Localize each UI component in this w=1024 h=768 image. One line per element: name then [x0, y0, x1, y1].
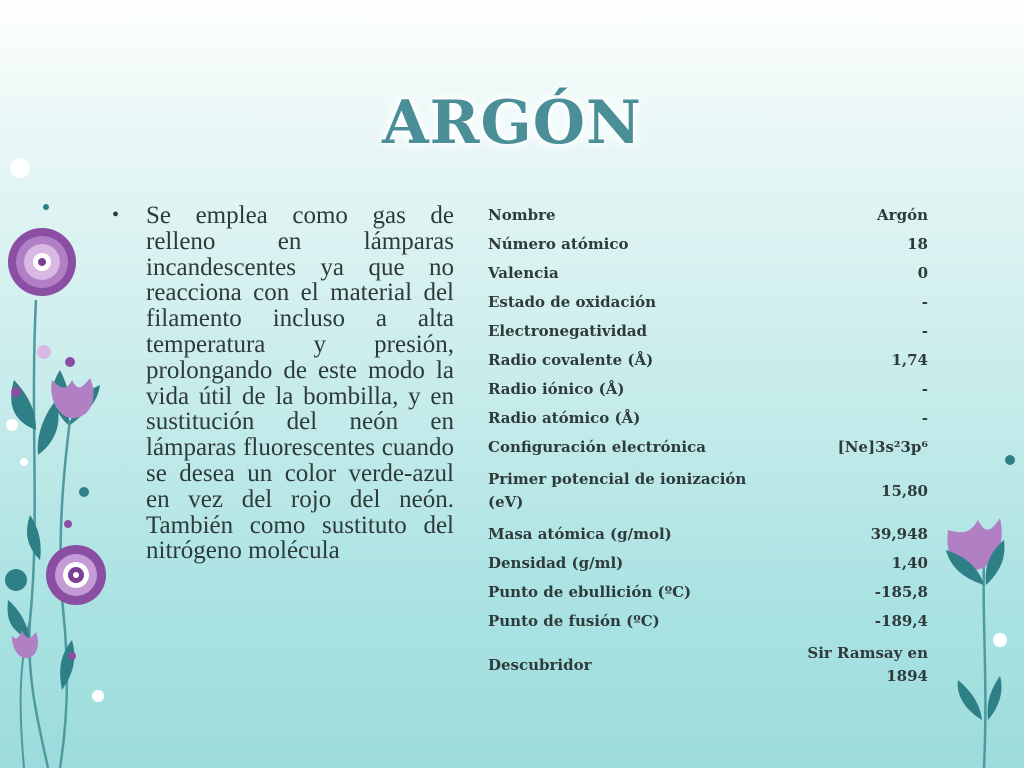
table-row — [482, 433, 934, 462]
property-value: - — [921, 322, 928, 340]
property-value: [Ne]3s²3p⁶ — [837, 438, 928, 456]
property-label: Masa atómica (g/mol) — [488, 525, 672, 543]
property-value: - — [921, 409, 928, 427]
bullet-point: • — [112, 204, 120, 226]
properties-table — [482, 201, 934, 694]
property-label: Electronegatividad — [488, 322, 648, 340]
property-value: - — [921, 293, 928, 311]
property-label: Radio atómico (Å) — [488, 409, 641, 427]
table-row — [482, 607, 934, 636]
property-value: -185,8 — [874, 583, 928, 601]
table-row — [482, 375, 934, 404]
slide-title: ARGÓN — [382, 88, 642, 158]
property-value: Argón — [877, 206, 928, 224]
property-value: -189,4 — [874, 612, 928, 630]
property-label: Radio covalente (Å) — [488, 351, 654, 369]
property-label: Configuración electrónica — [488, 438, 706, 456]
property-label: Radio iónico (Å) — [488, 380, 625, 398]
property-label: Valencia — [488, 264, 559, 282]
property-label: Descubridor — [488, 655, 592, 674]
table-row — [482, 636, 934, 694]
property-value: - — [921, 380, 928, 398]
table-row — [482, 259, 934, 288]
property-label: Número atómico — [488, 235, 629, 253]
property-label: Nombre — [488, 206, 556, 224]
property-value: Sir Ramsay en 1894 — [807, 644, 928, 685]
table-row — [482, 317, 934, 346]
table-row — [482, 462, 934, 520]
property-value: 1,74 — [891, 351, 928, 369]
table-row — [482, 549, 934, 578]
property-label: Estado de oxidación — [488, 293, 657, 311]
table-row — [482, 520, 934, 549]
property-label: Punto de fusión (ºC) — [488, 612, 660, 630]
table-row — [482, 346, 934, 375]
table-row — [482, 230, 934, 259]
property-label: Primer potencial de ionización (eV) — [488, 470, 747, 511]
property-value: 0 — [917, 264, 928, 282]
property-label: Densidad (g/ml) — [488, 554, 624, 572]
bullet-paragraph — [112, 203, 454, 564]
table-row — [482, 288, 934, 317]
table-row — [482, 404, 934, 433]
property-label: Punto de ebullición (ºC) — [488, 583, 692, 601]
table-row — [482, 201, 934, 230]
property-value: 18 — [907, 235, 928, 253]
table-row — [482, 578, 934, 607]
bullet-text: Se emplea como gas de relleno en lámparas incandescentes ya que no reacciona con el material del filamento incluso a alta temperatura y presión, prolongando de este modo la vida útil de la bombilla, y en sustitución del neón en lámparas fluorescentes cuando se desea un color verde-azul en vez del rojo del neón. También como sustituto del nitrógeno molécula — [146, 202, 454, 565]
property-value: 15,80 — [881, 481, 928, 500]
property-value: 1,40 — [891, 554, 928, 572]
property-value: 39,948 — [870, 525, 928, 543]
